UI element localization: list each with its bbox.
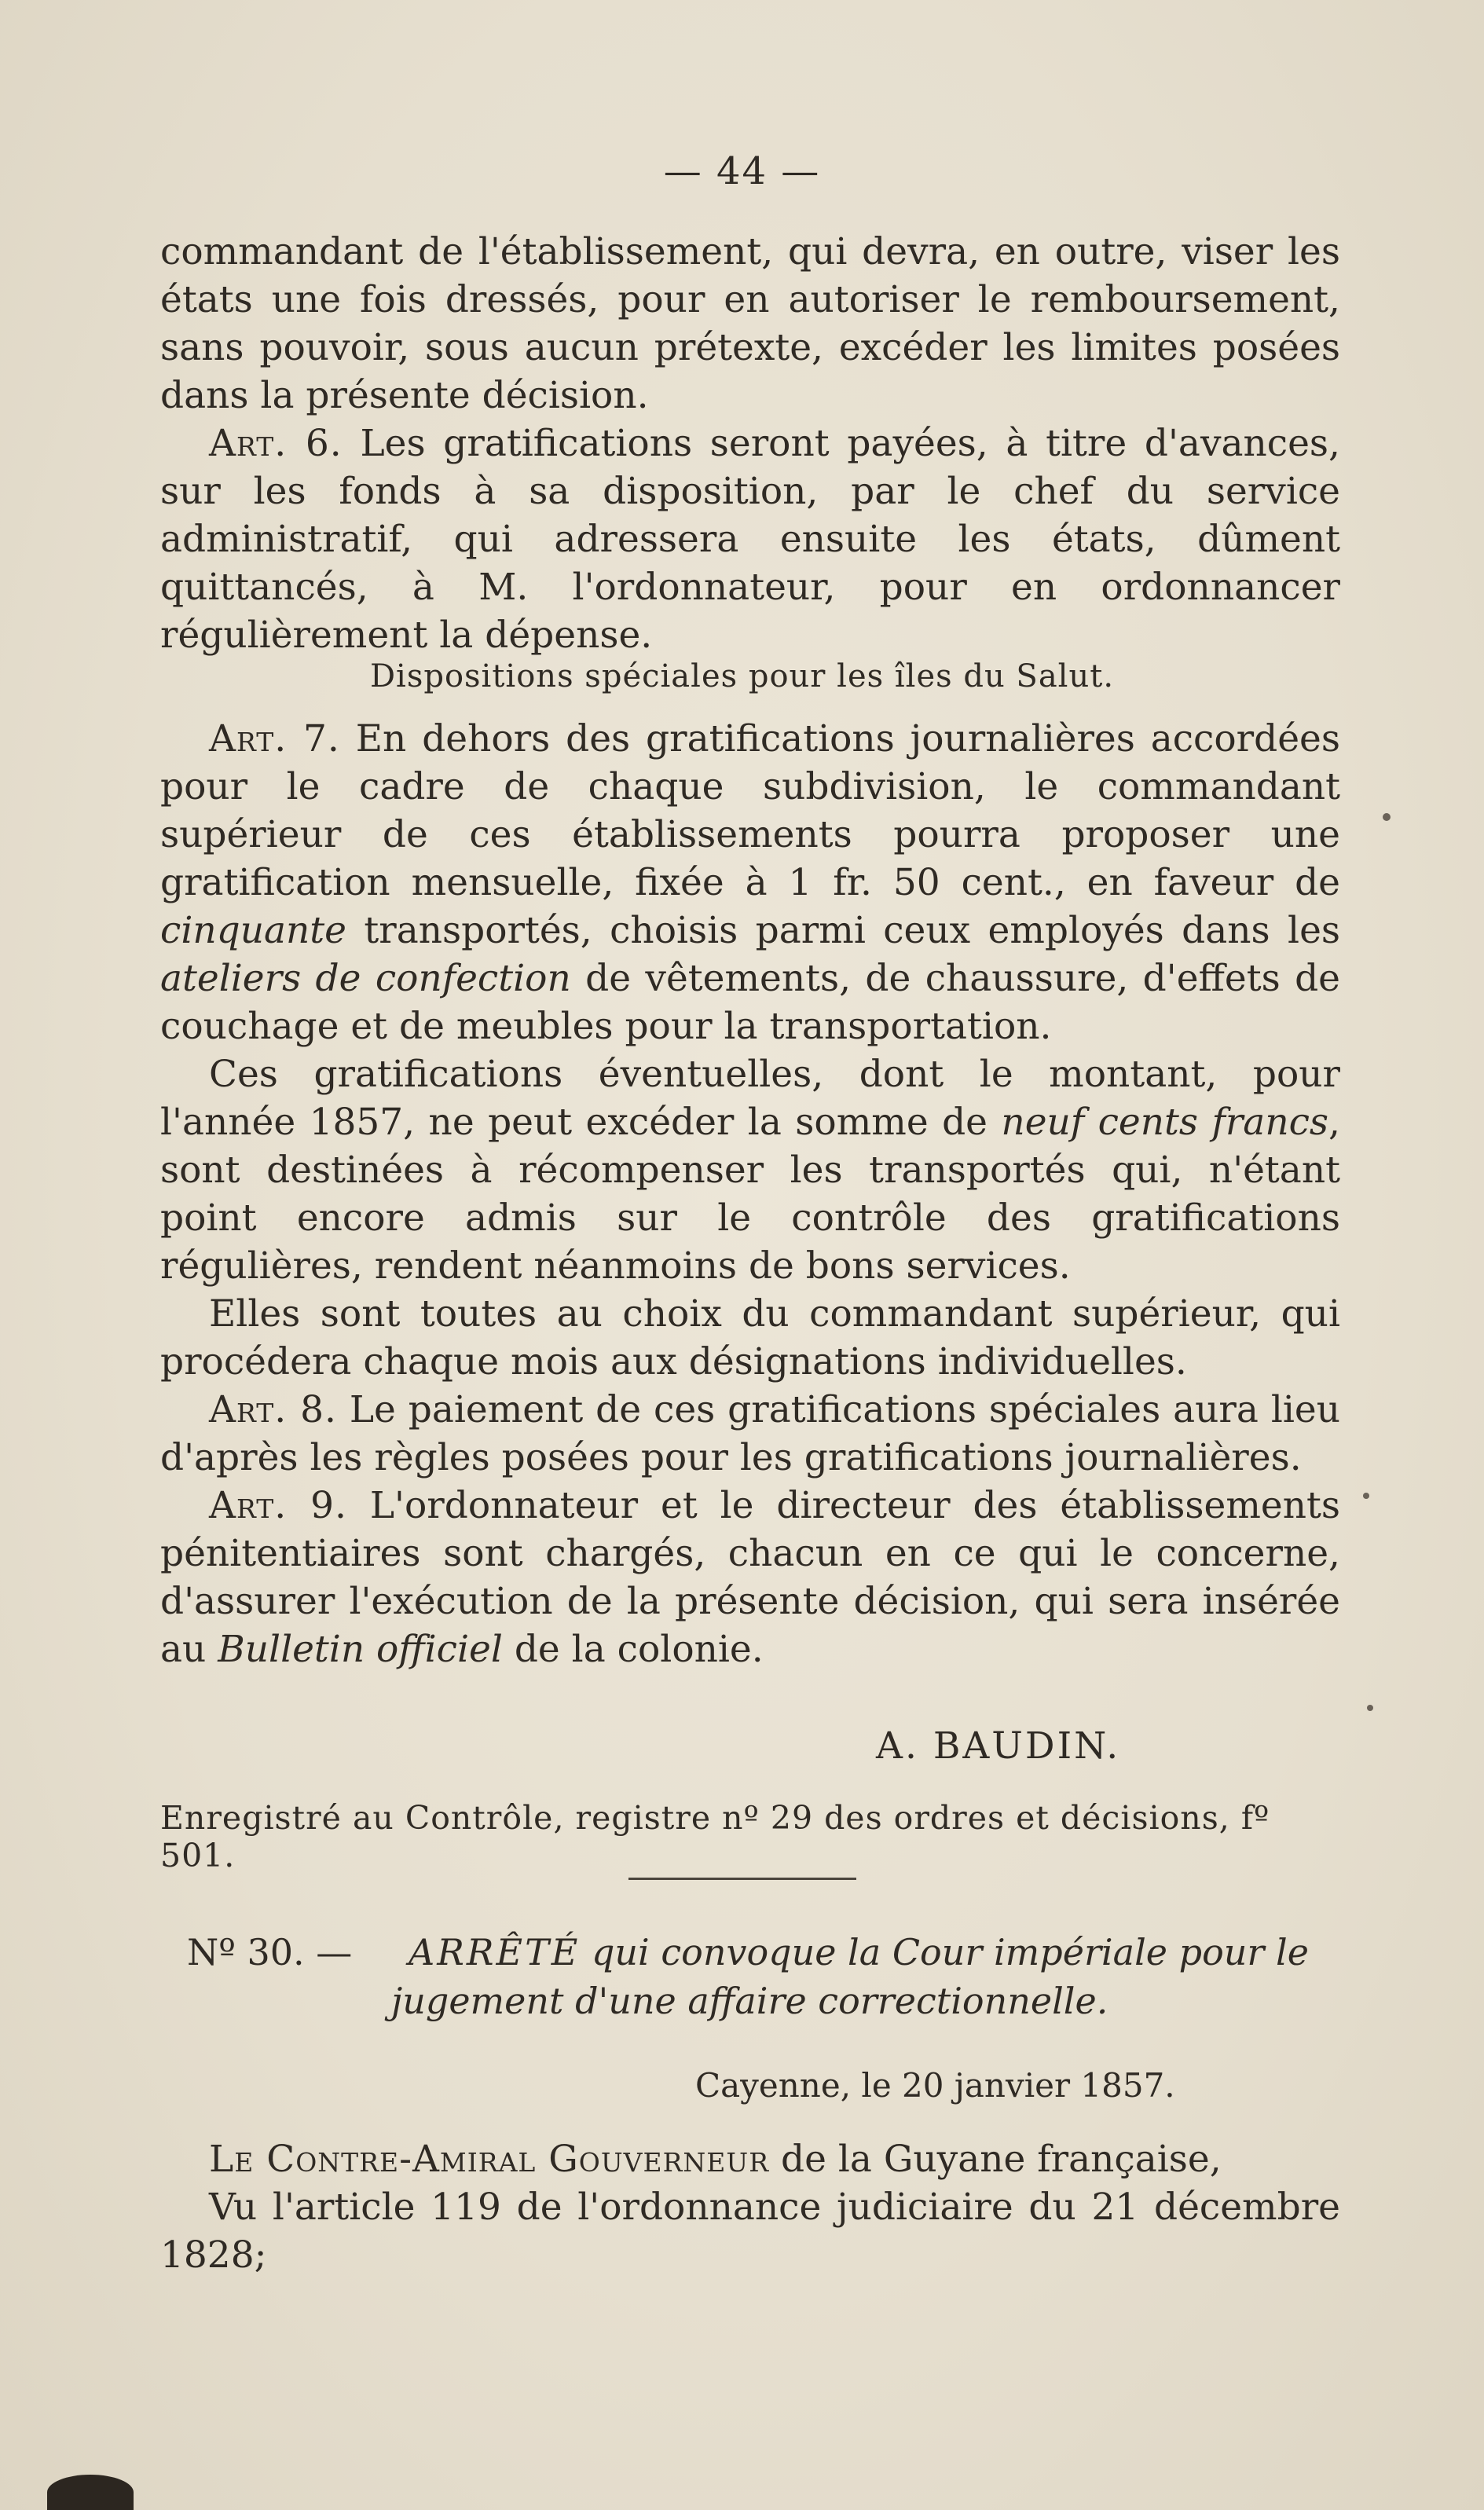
text-block-special-provisions bbox=[160, 715, 1340, 1673]
article-8 bbox=[160, 1386, 1340, 1482]
article-8-label: Art. 8. bbox=[209, 1388, 337, 1431]
article-7-emphasis-2: ateliers de confection bbox=[160, 957, 571, 1000]
preamble bbox=[160, 2135, 1340, 2183]
article-7-label: Art. 7. bbox=[209, 717, 340, 760]
article-7-text-c: de vêtements, de chaussure, d'effets de couchage et de meubles pour la transportation. bbox=[160, 957, 1340, 1048]
ink-speck bbox=[1383, 813, 1391, 821]
article-9-emphasis: Bulletin officiel bbox=[218, 1628, 503, 1671]
article-7-text-a: En dehors des gratifications journalières accordées pour le cadre de chaque subdivision, le commandant supérieur de ces établissements pourra proposer une gratification mensuelle, fixée à 1 fr. 50 cent., en faveur de bbox=[160, 717, 1340, 904]
ces-emphasis: neuf cents francs bbox=[1001, 1101, 1329, 1144]
dateline: Cayenne, le 20 janvier 1857. bbox=[695, 2066, 1175, 2105]
article-6 bbox=[160, 420, 1340, 659]
paragraph-ces-gratifications bbox=[160, 1050, 1340, 1290]
page-number: — 44 — bbox=[663, 149, 821, 193]
vu-clause: Vu l'article 119 de l'ordonnance judiciaire du 21 décembre 1828; bbox=[160, 2186, 1340, 2277]
preamble-rest: de la Guyane française, bbox=[769, 2138, 1222, 2181]
paragraph-elles-sont: Elles sont toutes au choix du commandant supérieur, qui procédera chaque mois aux désignations individuelles. bbox=[160, 1292, 1340, 1383]
article-7-emphasis-1: cinquante bbox=[160, 909, 346, 952]
article-6-label: Art. 6. bbox=[209, 422, 343, 465]
decree-title-line-2-text: jugement d'une affaire correctionnelle. bbox=[391, 1980, 1108, 2022]
article-7-text-b: transportés, choisis parmi ceux employés dans les bbox=[346, 909, 1340, 952]
ink-speck bbox=[1363, 1493, 1369, 1499]
article-6-text: Les gratifications seront payées, à titre d'avances, sur les fonds à sa disposition, par le chef du service administratif, qui adressera ensuite les états, dûment quittancés, à M. l'ordonnateur, pour en ordonnancer régulièrement la dépense. bbox=[160, 422, 1340, 657]
ces-text-a: Ces gratifications éventuelles, dont le montant, pour l'année 1857, ne peut excéder la somme de bbox=[160, 1053, 1340, 1144]
registration-note: Enregistré au Contrôle, registre nº 29 des ordres et décisions, fº 501. bbox=[160, 1799, 1270, 1874]
section-divider bbox=[628, 1878, 856, 1880]
ink-speck bbox=[1367, 1705, 1373, 1711]
preamble-title: Le Contre-Amiral Gouverneur bbox=[209, 2138, 770, 2181]
decree-title-text bbox=[409, 1931, 1309, 1973]
text-block-continuation bbox=[160, 228, 1340, 659]
article-9-label: Art. 9. bbox=[209, 1484, 347, 1527]
decree-title-rest: qui convoque la Cour impériale pour le bbox=[580, 1931, 1309, 1973]
article-7 bbox=[160, 715, 1340, 1050]
decree-title-caps: ARRÊTÉ bbox=[409, 1931, 581, 1973]
text-block-decree bbox=[160, 2135, 1340, 2279]
article-9 bbox=[160, 1482, 1340, 1673]
ces-text-b: , sont destinées à récompenser les transportés qui, n'étant point encore admis sur le contrôle des gratifications régulières, rendent néanmoins de bons services. bbox=[160, 1101, 1340, 1288]
ink-blot bbox=[47, 2475, 134, 2510]
section-subheading: Dispositions spéciales pour les îles du Salut. bbox=[369, 658, 1115, 694]
decree-number: Nº 30. — bbox=[187, 1931, 353, 1973]
paragraph-continuation: commandant de l'établissement, qui devra, en outre, viser les états une fois dressés, pour en autoriser le remboursement, sans pouvoir, sous aucun prétexte, excéder les limites posées dans la présente décision. bbox=[160, 230, 1340, 417]
article-9-text-a: L'ordonnateur et le directeur des établissements pénitentiaires sont chargés, chacun en ce qui le concerne, d'assurer l'exécution de la présente décision, qui sera insérée au bbox=[160, 1484, 1340, 1671]
article-9-text-b: de la colonie. bbox=[502, 1628, 764, 1671]
article-8-text: Le paiement de ces gratifications spéciales aura lieu d'après les règles posées pour les gratifications journalières. bbox=[160, 1388, 1340, 1479]
signature: A. BAUDIN. bbox=[876, 1724, 1121, 1768]
